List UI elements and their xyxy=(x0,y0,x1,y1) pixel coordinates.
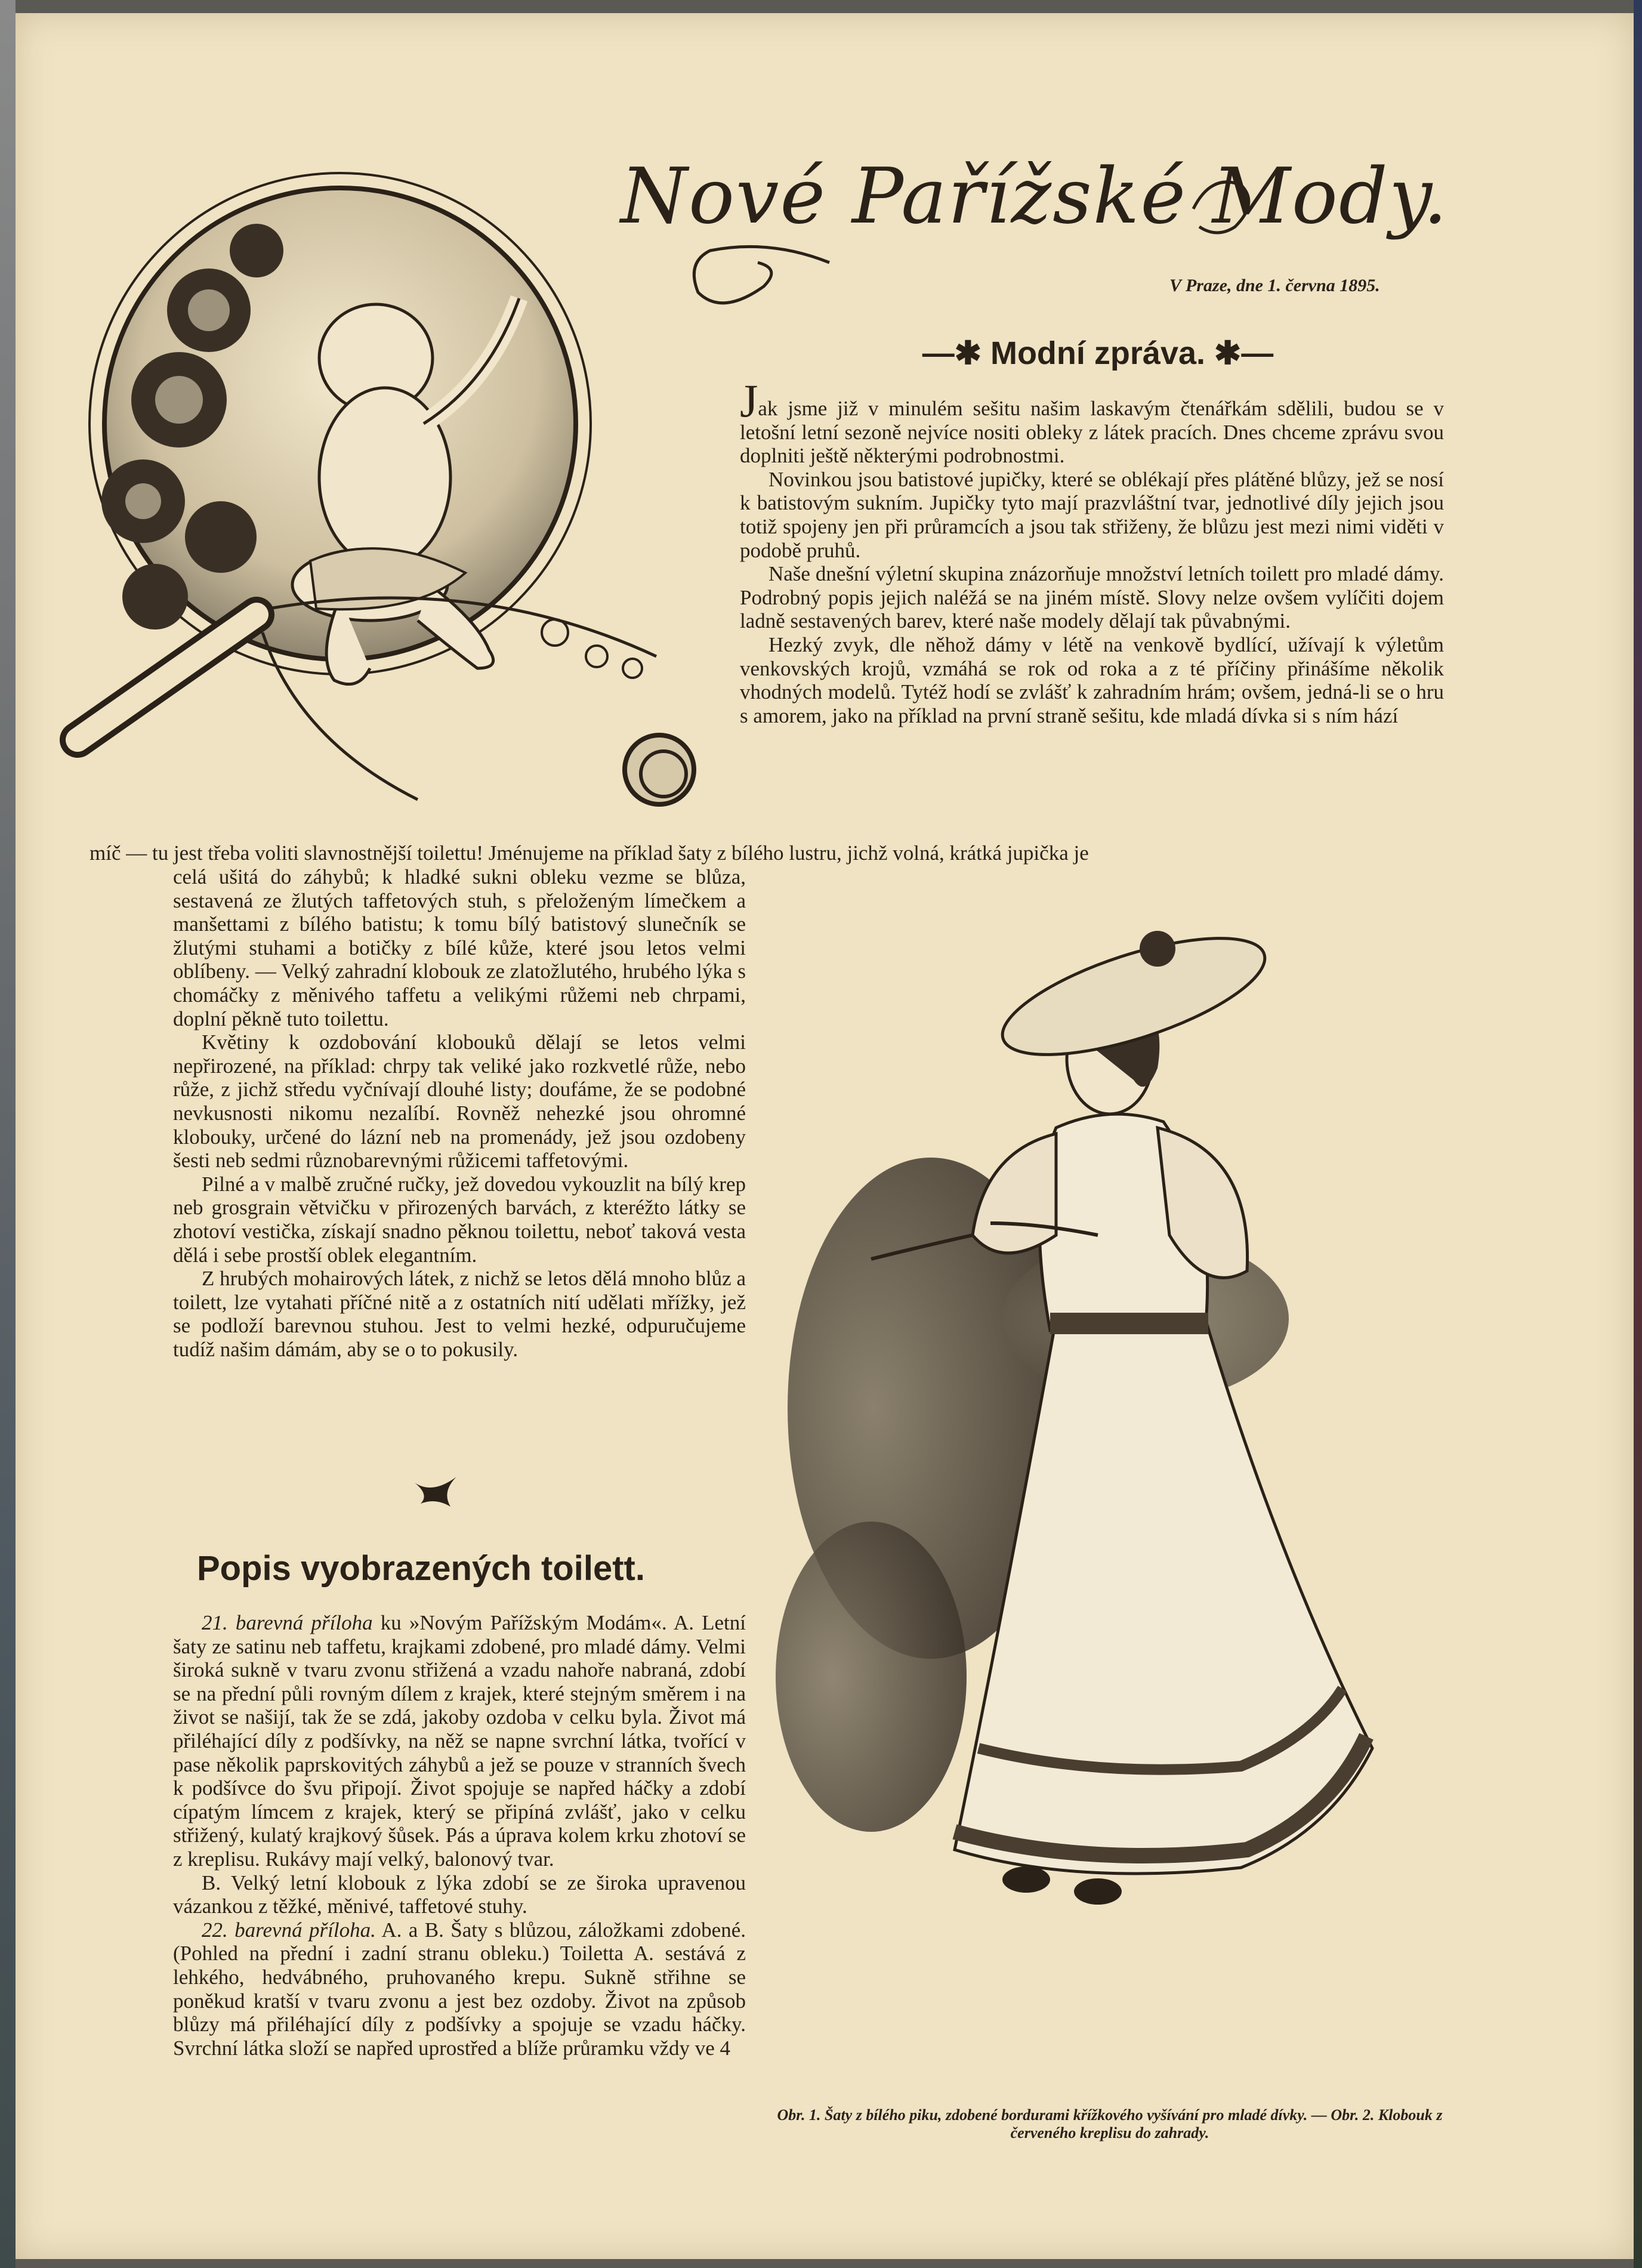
paragraph: celá ušitá do záhybů; k hladké sukni obleku vezme se blůza, sestavená ze žlutých taffetových stuh, s přeloženým límečkem a manšettami z bílého batistu; k tomu bílý batistový slunečník se žlutými stuhami a botičky z bílé kůže, které jsou letos velmi oblíbeny. — Velký zahradní klobouk ze zlatožlutého, hrubého lýka s chomáčky z měnivého taffetu a velikými růžemi neb chrpami, doplní pěkně tuto toilettu. xyxy=(173,865,746,1030)
illustration-caption: Obr. 1. Šaty z bílého piku, zdobené bordurami křížkového vyšívání pro mladé dívky. — Obr. 2. Klobouk z červeného kreplisu do zahrady. xyxy=(777,2106,1443,2142)
cherub-vignette-illustration xyxy=(60,143,716,811)
dateline: V Praze, dne 1. června 1895. xyxy=(1169,276,1380,295)
paragraph: Hezký zvyk, dle něhož dámy v létě na venkově bydlící, užívají k výletům venkovských krojů, vzmáhá se rok od roka a z té příčiny přinášíme několik vhodných modelů. Tytéž hodí se zvlášť k zahradním hrám; ovšem, jedná-li se o hru s amorem, jako na příklad na první straně sešitu, kde mladá dívka si s ním hází xyxy=(740,632,1444,727)
paragraph-text: ak jsme již v minulém sešitu našim laskavým čtenářkám sdělili, budou se v letošní letní sezoně nejvíce nositi obleky z látek pracích. Dnes chceme zprávu svou doplniti ještě některými podrobnostmi. xyxy=(740,397,1444,468)
paragraph xyxy=(173,1611,746,1871)
paragraph: Květiny k ozdobování klobouků dělají se letos velmi nepřirozené, na příklad: chrpy tak veliké jako rozkvetlé růže, nebo růže, z jichž středu vyčnívají dlouhé listy; doufáme, že se podobné nevkusnosti nikomu nezalíbí. Rovněž nehezké jsou ohromné klobouky, určené do lázní neb na promenády, jež jsou ozdobeny šesti neb sedmi různobarevnými růžicemi taffetovými. xyxy=(173,1030,746,1172)
paragraph: Novinkou jsou batistové jupičky, které se oblékají přes plátěné blůzy, jež se nosí k batistovým sukním. Jupičky tyto mají prazvláštní tvar, jednotlivé díly jejich jsou totiž spojeny jen při průramcích a jsou tak střiženy, že blůzu jest mezi nimi viděti v podobě pruhů. xyxy=(740,467,1444,562)
supplement-reference: 21. barevná příloha xyxy=(202,1611,373,1634)
article-wide-line xyxy=(89,841,1444,865)
paragraph: míč — tu jest třeba voliti slavnostnější toilettu! Jménujeme na příklad šaty z bílého lustru, jichž volná, krátká jupička je xyxy=(89,841,1089,865)
ball-illustration xyxy=(621,731,698,809)
paragraph-text: ku »Novým Pařížským Modám«. A. Letní šaty ze satinu neb taffetu, krajkami zdobené, pro mladé dámy. Velmi široká sukně v tvaru zvonu střižená a vzadu nahoře nabraná, zdobí se na přední půli rovným dílem z krajek, které stejným směrem i na život se našijí, tak že se zdá, jakoby ozdoba v celku byla. Život má přiléhající díly z podšívky, na něž se napne svrchní látka, tvořící v pase několik paprskovitých záhybů a jež se pouze v stranních švech k podšívce do švu připojí. Život spojuje se napřed háčky a zdobí cípatým límcem z krajek, který se připíná zvlášť, jako v celku střižený, kulatý krajkový šůsek. Pás a úprava kolem krku zhotoví se z kreplisu. Rukávy mají velký, balonový tvar. xyxy=(173,1611,746,1871)
swallow-ornament xyxy=(409,1471,462,1513)
paragraph: Z hrubých mohairových látek, z nichž se letos dělá mnoho blůz a toilett, lze vytahati příčné nitě a z ostatních nití udělati mřížky, jež se podloží barevnou stuhou. Jest to velmi hezké, odpuručujeme tudíž našim dámám, aby se o to pokusily. xyxy=(173,1267,746,1361)
drop-cap: J xyxy=(740,375,758,427)
paragraph xyxy=(740,375,1444,468)
section-heading-popis-toilett: Popis vyobrazených toilett. xyxy=(197,1549,645,1588)
paragraph-text: A. a B. Šaty s blůzou, záložkami zdobené. (Pohled na přední i zadní stranu obleku.) Toiletta A. sestává z lehkého, hedvábného, pruhovaného krepu. Sukně střihne se poněkud kratší v tvaru zvonu a jest bez ozdoby. Život na způsob blůzy má přiléhající díly z podšívky a spojuje se vzadu háčky. Svrchní látka složí se napřed uprostřed a blíže průramku vždy ve 4 xyxy=(173,1918,746,2060)
masthead-title: Nové Pařížské Mody. xyxy=(621,152,1449,241)
paragraph: Naše dnešní výletní skupina znázorňuje množství letních toilett pro mladé dámy. Podrobný popis jejich naléžá se na jiném místě. Slovy nelze ovšem vylíčiti dojem ladně sestavených barev, které naše modely dělají tak půvabnými. xyxy=(740,562,1444,633)
description-column xyxy=(173,1611,746,2060)
paragraph xyxy=(173,1918,746,2060)
paragraph: Pilné a v malbě zručné ručky, jež dovedou vykouzlit na bílý krep neb grosgrain větvičku v přirozených barvách, z kteréžto látky se zhotoví vestička, získají snadno pěknou toilettu, neboť taková vesta dělá i sebe prostší oblek elegantním. xyxy=(173,1172,746,1267)
supplement-reference: 22. barevná příloha. xyxy=(202,1918,376,1942)
paragraph: B. Velký letní klobouk z lýka zdobí se ze široka upravenou vázankou z těžké, měnivé, taffetové stuhy. xyxy=(173,1871,746,1918)
article-right-column xyxy=(740,375,1444,727)
binding-edge xyxy=(1634,0,1642,2268)
fashion-illustration-figure xyxy=(776,901,1444,2100)
adjacent-page-edge xyxy=(0,0,16,2268)
title-flourish xyxy=(686,233,841,316)
article-left-column xyxy=(173,865,746,1361)
section-heading-modni-zprava: —✱ Modní zpráva. ✱— xyxy=(922,335,1274,371)
